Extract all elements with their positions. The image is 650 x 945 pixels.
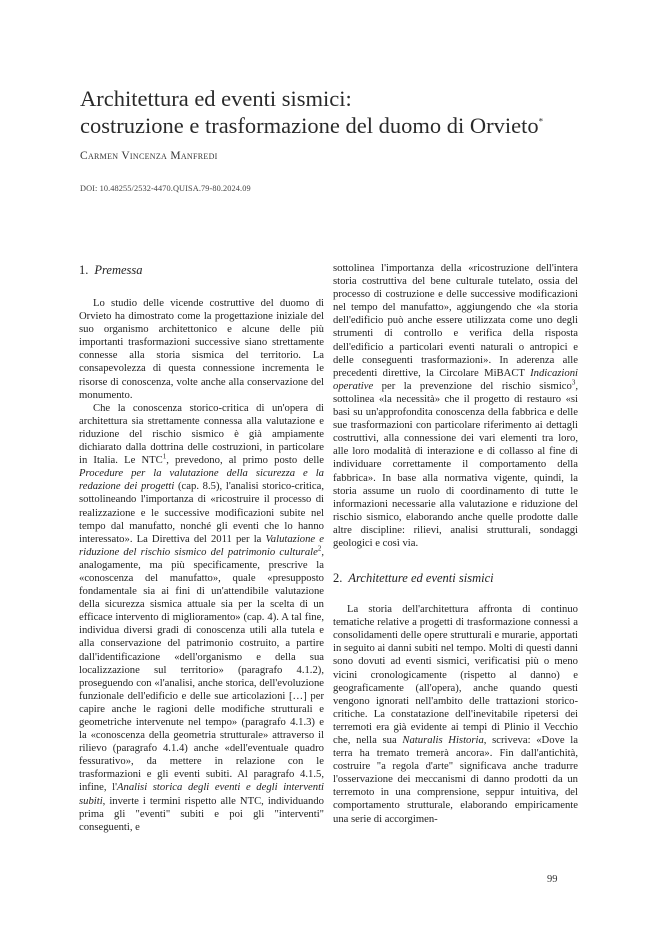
footnote-ref-3[interactable]: 3 <box>571 378 576 387</box>
left-column <box>79 262 324 834</box>
right-column <box>333 262 578 826</box>
section-2-heading <box>333 570 578 586</box>
doi-identifier: DOI: 10.48255/2532-4470.QUISA.79-80.2024.09 <box>80 184 251 193</box>
section-1-heading <box>79 262 324 278</box>
section-2-number: 2. <box>333 571 343 586</box>
section-1-paragraph-2-continued: sottolinea l'importanza della «ricostruzione dell'intera storia costruttiva del bene culturale tutelato, ossia del processo di costruzione e delle successive modificazioni nel tempo del manufatto», aggiungendo che «la storia dell'edificio può anche essere utilizzata come uno degli strumenti di controllo e verifica della risposta dell'edificio a particolari eventi naturali o antropici e delle conseguenti trasformazioni». In aderenza alle precedenti direttive, la Circolare MiBACT Indicazioni operative per la prevenzione del rischio sismico$^3$, sottolinea «la necessità» che il progetto di restauro «si basi su un'approfondita conoscenza della fabbrica e delle sue trasformazioni con particolare riferimento ai dettagli costruttivi, alla connessione dei vari elementi tra loro, alle loro modalità di interazione e di collasso al fine di individuare correttamente il comportamento della fabbrica». In base alla normativa vigente, quindi, la storia assume un ruolo di coordinamento di tutte le informazioni necessarie alla valutazione e riduzione del rischio sismico, elaborando anche quelle prodotte dalle altre discipline: rilievi, analisi strutturali, sondaggi geologici e così via. <box>333 263 578 549</box>
section-1-paragraph-1: Lo studio delle vicende costruttive del duomo di Orvieto ha dimostrato come la progettazione iniziale del suo organismo architettonico e alcune delle più importanti trasformazioni successive siano strettamente connesse alla storia sismica del territorio. La consapevolezza di questa connessione incrementa le risorse di conoscenza, volte anche alla conservazione del monumento. <box>79 298 324 401</box>
section-2-paragraph-1: La storia dell'architettura affronta di continuo tematiche relative a progetti di trasformazione connessi a consolidamenti delle opere strutturali e murarie, apportati in seguito ai danni subiti nel tempo. Molti di questi danni sono dovuti ad eventi sismici, verificatisi più o meno vicini cronologicamente (rispetto al danno) e geograficamente (all'opera), anche quando questi vengono ignorati nell'ambito delle trattazioni storico-critiche. La constatazione dell'inevitabile ripetersi dei terremoti era già evidente ai tempi di Plinio il Vecchio che, nella sua Naturalis Historia, scriveva: «Dove la terra ha tremato tremerà ancora». Fin dall'antichità, costruire "a regola d'arte" significava anche tradurre l'osservazione dei meccanismi di danno prodotti da un terremoto in una comprensione, seppur intuitiva, del comportamento strutturale, elaborando empiricamente una serie di accorgimen- <box>333 604 578 825</box>
footnote-ref-1[interactable]: 1 <box>162 452 167 461</box>
author-name: Carmen Vincenza Manfredi <box>80 150 218 162</box>
section-1-paragraph-2: Che la conoscenza storico-critica di un'opera di architettura sia strettamente connessa alla valutazione e riduzione del rischio sismico è già ampiamente dichiarato dalla dottrina delle costruzioni, in particolare in Italia. Le NTC$^1$, prevedono, al primo posto delle Procedure per la valutazione della sicurezza e la redazione dei progetti (cap. 8.5), l'analisi storico-critica, sottolineando l'importanza di «ricostruire il processo di realizzazione e le successive modificazioni subite nel tempo dal manufatto, nonché gli eventi che lo hanno interessato». La Direttiva del 2011 per la Valutazione e riduzione del rischio sismico del patrimonio culturale$^2$, analogamente, ma più specificamente, prescrive la «conoscenza del manufatto», quale «presupposto fondamentale sia ai fini di un'attendibile valutazione della sicurezza sismica attuale sia per la scelta di un efficace intervento di miglioramento» (cap. 4). A tal fine, individua diversi gradi di conoscenza utili alla tutela e alla conservazione del patrimonio costruito, a partire dall'identificazione «dell'organismo e della sua localizzazione sul territorio» (paragrafo 4.1.2), proseguendo con «l'analisi, anche storica, dell'evoluzione funzionale dell'edificio e delle sue articolazioni […] per capire anche le ragioni delle modifiche strutturali e geometriche intervenute nel tempo» (paragrafo 4.1.3) e la «conoscenza della geometria strutturale» attraverso il rilievo (paragrafo 4.1.4) anche «dell'eventuale quadro fessurativo», da mettere in relazione con le trasformazioni e gli eventi subiti. Al paragrafo 4.1.5, infine, l'Analisi storica degli eventi e degli interventi subiti, inverte i termini rispetto alle NTC, individuando prima gli "eventi" subiti e poi gli "interventi" conseguenti, e <box>79 402 325 833</box>
footnote-ref-2[interactable]: 2 <box>317 544 322 553</box>
section-2-title: Architetture ed eventi sismici <box>348 571 494 586</box>
section-1-title: Premessa <box>94 263 143 277</box>
article-title <box>80 85 580 139</box>
title-footnote-mark: * <box>538 116 544 127</box>
page-number: 99 <box>547 874 558 885</box>
section-1-number: 1. <box>79 263 89 277</box>
title-line-1: Architettura ed eventi sismici: <box>80 86 352 111</box>
title-line-2: costruzione e trasformazione del duomo di Orvieto <box>80 113 539 138</box>
